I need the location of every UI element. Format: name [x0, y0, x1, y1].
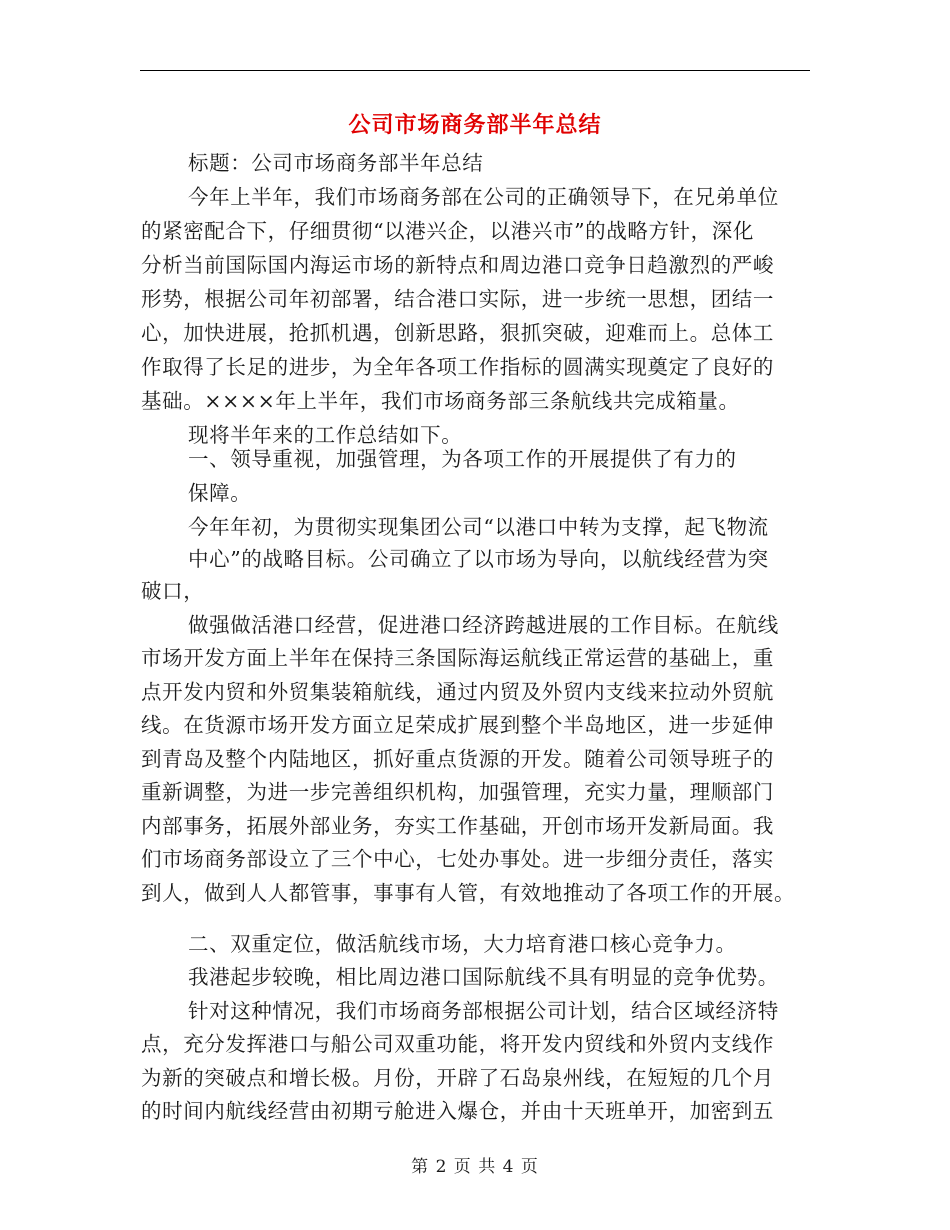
- body-line: 标题：公司市场商务部半年总结: [188, 151, 484, 175]
- body-line: 今年上半年，我们市场商务部在公司的正确领导下，在兄弟单位: [188, 185, 779, 209]
- body-line: 破口，: [141, 579, 205, 603]
- body-line: 到人，做到人人都管事，事事有人管，有效地推动了各项工作的开展。: [141, 881, 796, 905]
- body-line: 线。在货源市场开发方面立足荣成扩展到整个半岛地区，进一步延伸: [141, 713, 774, 737]
- body-line: 我港起步较晚，相比周边港口国际航线不具有明显的竞争优势。: [188, 965, 779, 989]
- document-title: 公司市场商务部半年总结: [348, 112, 602, 138]
- section-heading-cont: 保障。: [188, 481, 252, 505]
- section-heading: 二、双重定位，做活航线市场，大力培育港口核心竞争力。: [188, 932, 737, 956]
- body-line: 的紧密配合下，仔细贯彻“以港兴企，以港兴市”的战略方针，深化: [141, 219, 754, 243]
- body-line: 现将半年来的工作总结如下。: [188, 423, 463, 447]
- section-heading: 一、领导重视，加强管理，为各项工作的开展提供了有力的: [188, 447, 737, 471]
- top-rule: [140, 70, 810, 71]
- body-line: 点开发内贸和外贸集装箱航线，通过内贸及外贸内支线来拉动外贸航: [141, 680, 774, 704]
- body-line: 中心”的战略目标。公司确立了以市场为导向，以航线经营为突: [188, 547, 769, 571]
- page-footer: 第 2 页 共 4 页: [411, 1157, 539, 1177]
- body-line: 基础。××××年上半年，我们市场商务部三条航线共完成箱量。: [141, 389, 740, 413]
- body-line: 做强做活港口经营，促进港口经济跨越进展的工作目标。在航线: [188, 613, 779, 637]
- body-line: 形势，根据公司年初部署，结合港口实际，进一步统一思想，团结一: [141, 287, 774, 311]
- body-line: 心，加快进展，抢抓机遇，创新思路，狠抓突破，迎难而上。总体工: [141, 321, 774, 345]
- body-line: 的时间内航线经营由初期亏舱进入爆仓，并由十天班单开，加密到五: [141, 1099, 774, 1123]
- body-line: 到青岛及整个内陆地区，抓好重点货源的开发。随着公司领导班子的: [141, 747, 774, 771]
- body-line: 分析当前国际国内海运市场的新特点和周边港口竞争日趋激烈的严峻: [141, 253, 774, 277]
- body-line: 们市场商务部设立了三个中心，七处办事处。进一步细分责任，落实: [141, 847, 774, 871]
- body-line: 内部事务，拓展外部业务，夯实工作基础，开创市场开发新局面。我: [141, 814, 774, 838]
- body-line: 今年年初，为贯彻实现集团公司“以港口中转为支撑，起飞物流: [188, 515, 769, 539]
- body-line: 针对这种情况，我们市场商务部根据公司计划，结合区域经济特: [188, 999, 779, 1023]
- body-line: 点，充分发挥港口与船公司双重功能，将开发内贸线和外贸内支线作: [141, 1032, 774, 1056]
- body-line: 重新调整，为进一步完善组织机构，加强管理，充实力量，理顺部门: [141, 780, 774, 804]
- body-line: 市场开发方面上半年在保持三条国际海运航线正常运营的基础上，重: [141, 646, 774, 670]
- body-line: 作取得了长足的进步，为全年各项工作指标的圆满实现奠定了良好的: [141, 355, 774, 379]
- body-line: 为新的突破点和增长极。月份，开辟了石岛泉州线，在短短的几个月: [141, 1066, 774, 1090]
